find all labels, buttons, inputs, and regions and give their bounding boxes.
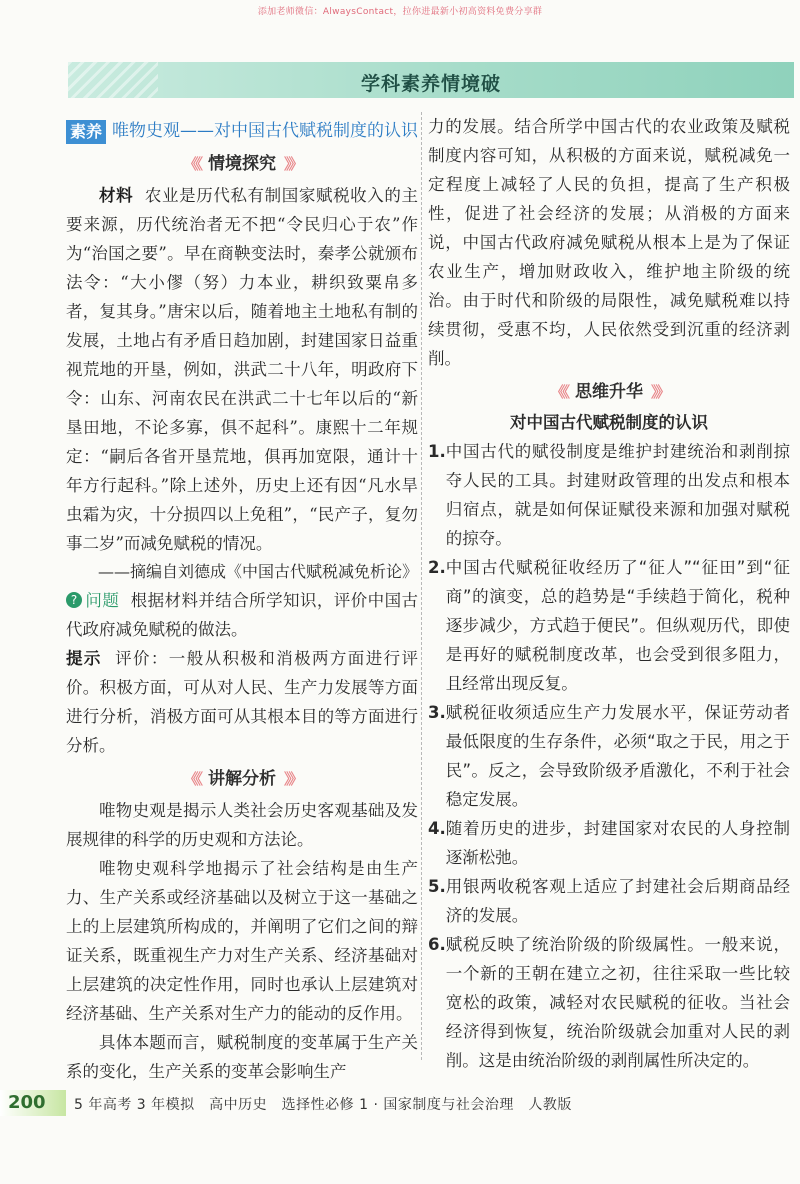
hint-paragraph <box>66 644 418 760</box>
material-text: 农业是历代私有制国家赋税收入的主要来源，历代统治者无不把“令民归心于农”作为“治国之要”。早在商鞅变法时，秦孝公就颁布法令：“大小僇（努）力本业，耕织致粟帛多者，复其身。”唐宋以后，随着地主土地私有制的发展，土地占有矛盾日趋加剧，封建国家日益重视荒地的开垦，例如，洪武二十八年，明政府下令：山东、河南农民在洪武二十七年以后的“新垦田地，不论多寡，俱不起科”。康熙十二年规定：“嗣后各省开垦荒地，俱再加宽限，通计十年方行起科。”除上述外，历史上还有因“凡水旱虫霜为灾，十分损四以上免租”，“民产子，复勿事二岁”而减免赋税的情况。 <box>66 186 419 553</box>
double-chevron-left-icon: 《《 <box>183 155 200 173</box>
material-paragraph <box>66 181 418 558</box>
list-item <box>428 930 790 1075</box>
page-footer <box>0 1090 800 1116</box>
item-text: 中国古代赋税征收经历了“征人”“征田”到“征商”的演变，总的趋势是“手续趋于简化，税种逐步减少，方式趋于便民”。但纵观历代，即使是再好的赋税制度改革，也会受到很多阻力，且经常出现反复。 <box>445 558 790 693</box>
thinking-subtitle: 对中国古代赋税制度的认识 <box>510 413 708 432</box>
question-paragraph <box>66 586 418 644</box>
material-source: ——摘编自刘德成《中国古代赋税减免析论》 <box>97 562 418 581</box>
analysis-paragraph-1: 唯物史观是揭示人类社会历史客观基础及发展规律的科学的历史观和方法论。 <box>66 801 418 849</box>
item-number: 6. <box>428 935 446 954</box>
item-number: 1. <box>428 442 446 461</box>
left-column <box>66 112 418 1086</box>
item-number: 3. <box>428 703 446 722</box>
item-text: 赋税征收须适应生产力发展水平，保证劳动者最低限度的生存条件，必须“取之于民，用之于民”。反之，会导致阶级矛盾激化，不利于社会稳定发展。 <box>445 703 790 809</box>
list-item <box>428 698 790 814</box>
list-item <box>428 872 790 930</box>
question-text: 根据材料并结合所学知识，评价中国古代政府减免赋税的做法。 <box>66 591 419 639</box>
literacy-tag: 素养 <box>66 120 106 144</box>
situation-heading: 《《 情境探究 》》 <box>183 154 301 174</box>
question-mark-icon: ? <box>66 592 82 608</box>
item-number: 2. <box>428 558 446 577</box>
analysis-paragraph-3: 具体本题而言，赋税制度的变革属于生产关系的变化，生产关系的变革会影响生产 <box>66 1033 418 1081</box>
list-item <box>428 814 790 872</box>
analysis-paragraph-2: 唯物史观科学地揭示了社会结构是由生产力、生产关系或经济基础以及树立于这一基础之上的上层建筑所构成的，并阐明了它们之间的辩证关系，既重视生产力对生产关系、经济基础对上层建筑的决定性作用，同时也承认上层建筑对经济基础、生产关系对生产力的能动的反作用。 <box>66 859 418 1023</box>
double-chevron-left-icon: 《《 <box>183 770 200 788</box>
double-chevron-left-icon: 《《 <box>550 383 567 401</box>
section-title <box>66 118 418 145</box>
page-number: 200 <box>8 1092 46 1113</box>
analysis-continuation: 力的发展。结合所学中国古代的农业政策及赋税制度内容可知，从积极的方面来说，赋税减免一定程度上减轻了人民的负担，提高了生产积极性，促进了社会经济的发展；从消极的方面来说，中国古代政府减免赋税从根本上是为了保证农业生产，增加财政收入，维护地主阶级的统治。由于时代和阶级的局限性，减免赋税难以持续贯彻，受惠不均，人民依然受到沉重的经济剥削。 <box>428 117 790 368</box>
right-column <box>428 112 790 1075</box>
double-chevron-right-icon: 》》 <box>284 770 301 788</box>
footer-book-title: 5 年高考 3 年模拟 高中历史 选择性必修 1 · 国家制度与社会治理 人教版 <box>74 1097 572 1113</box>
top-watermark-note: 添加老师微信：AlwaysContact，拉你进最新小初高资料免费分享群 <box>257 7 543 17</box>
hint-label: 提示 <box>66 649 102 668</box>
list-item <box>428 553 790 698</box>
item-text: 随着历史的进步，封建国家对农民的人身控制逐渐松弛。 <box>445 819 790 867</box>
item-number: 5. <box>428 877 446 896</box>
banner-title: 学科素养情境破 <box>360 73 501 95</box>
double-chevron-right-icon: 》》 <box>284 155 301 173</box>
item-text: 中国古代的赋役制度是维护封建统治和剥削掠夺人民的工具。封建财政管理的出发点和根本归宿点，就是如何保证赋役来源和加强对赋税的掠夺。 <box>445 442 790 548</box>
material-label: 材料 <box>99 186 134 205</box>
item-text: 赋税反映了统治阶级的阶级属性。一般来说，一个新的王朝在建立之初，往往采取一些比较宽松的政策，减轻对农民赋税的征收。当社会经济得到恢复，统治阶级就会加重对人民的剥削。这是由统治阶级的剥削属性所决定的。 <box>445 935 790 1070</box>
section-title-text: 唯物史观——对中国古代赋税制度的认识 <box>112 121 419 141</box>
section-banner <box>68 62 794 98</box>
column-divider <box>421 112 422 1060</box>
analysis-heading: 《《 讲解分析 》》 <box>183 769 301 789</box>
item-number: 4. <box>428 819 446 838</box>
question-label: 问题 <box>85 591 120 610</box>
thinking-heading: 《《 思维升华 》》 <box>550 382 668 402</box>
list-item <box>428 437 790 553</box>
double-chevron-right-icon: 》》 <box>651 383 668 401</box>
hint-text: 评价：一般从积极和消极两方面进行评价。积极方面，可从对人民、生产力发展等方面进行分析，消极方面可从其根本目的等方面进行分析。 <box>66 649 419 755</box>
item-text: 用银两收税客观上适应了封建社会后期商品经济的发展。 <box>445 877 790 925</box>
